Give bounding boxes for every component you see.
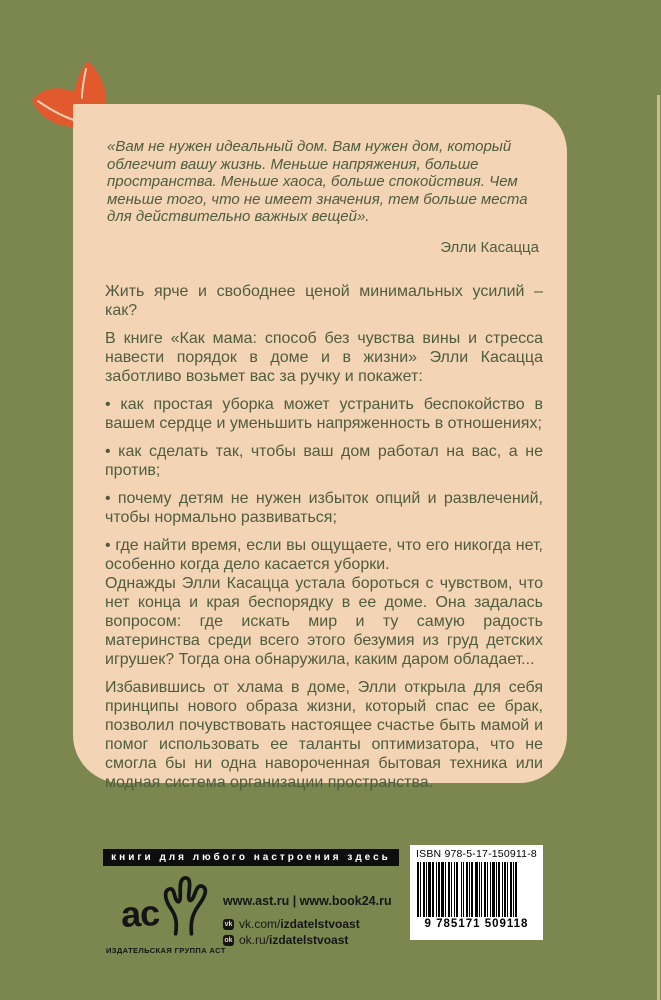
ok-link-row	[223, 933, 392, 947]
ok-url: ok.ru/izdatelstvoast	[239, 933, 349, 947]
page-edge-highlight	[657, 95, 660, 1000]
ast-logo-letters: ас	[119, 892, 161, 935]
paragraph: Однажды Элли Касацца устала бороться с чувством, что нет конца и края беспорядку в ее доме. Она задалась вопросом: где искать мир и ту самую радость материнства среди всего этого безумия из груд детских игрушек? Тогда она обнаружила, каким даром обладает...	[105, 574, 543, 668]
barcode-digits: 9 785171 509118	[424, 918, 529, 930]
paragraph: Избавившись от хлама в доме, Элли открыла для себя принципы нового образа жизни, который спас ее брак, позволил почувствовать настоящее счастье быть мамой и помог использовать ее таланты оптимизатора, что не смогла бы ни одна навороченная бытовая техника или модная система организации пространства.	[105, 678, 543, 791]
isbn-text: ISBN 978-5-17-150911-8	[416, 848, 537, 860]
ok-icon: ok	[224, 936, 233, 944]
vk-url: vk.com/izdatelstvoast	[239, 917, 360, 931]
bullet-item: • где найти время, если вы ощущаете, что его никогда нет, особенно когда дело касается уборки.	[105, 536, 543, 573]
annotation-text	[105, 282, 543, 792]
bullet-item: • как простая уборка может устранить беспокойство в вашем сердце и уменьшить напряженность в отношениях;	[105, 395, 543, 432]
ast-cactus-icon	[158, 871, 210, 937]
isbn-barcode-block	[410, 845, 543, 940]
bullet-item: • почему детям не нужен избыток опций и развлечений, чтобы нормально развиваться;	[105, 489, 543, 526]
back-cover-panel	[73, 104, 567, 791]
paragraph: В книге «Как мама: способ без чувства вины и стресса навести порядок в доме и в жизни» Элли Касацца заботливо возьмет вас за ручку и покажет:	[105, 329, 543, 385]
vk-icon: vk	[224, 920, 233, 928]
bullet-list	[105, 395, 543, 574]
intro-line: Жить ярче и свободнее ценой минимальных усилий – как?	[105, 282, 543, 319]
quote-text: «Вам не нужен идеальный дом. Вам нужен дом, который облегчит вашу жизнь. Меньше напряжения, больше пространства. Меньше хаоса, больше спокойствия. Чем меньше того, что не имеет значения, тем больше места для действительно важных вещей».	[107, 138, 528, 225]
vk-link-row	[223, 917, 392, 931]
quote-author: Элли Касацца	[440, 238, 539, 256]
bullet-item: • как сделать так, чтобы ваш дом работал на вас, а не против;	[105, 442, 543, 479]
publisher-links	[223, 894, 392, 947]
barcode	[417, 862, 536, 917]
websites-line: www.ast.ru | www.book24.ru	[223, 894, 392, 908]
slogan-banner: книги для любого настроения здесь	[103, 849, 399, 866]
publisher-caption: ИЗДАТЕЛЬСКАЯ ГРУППА АСТ	[106, 946, 226, 955]
